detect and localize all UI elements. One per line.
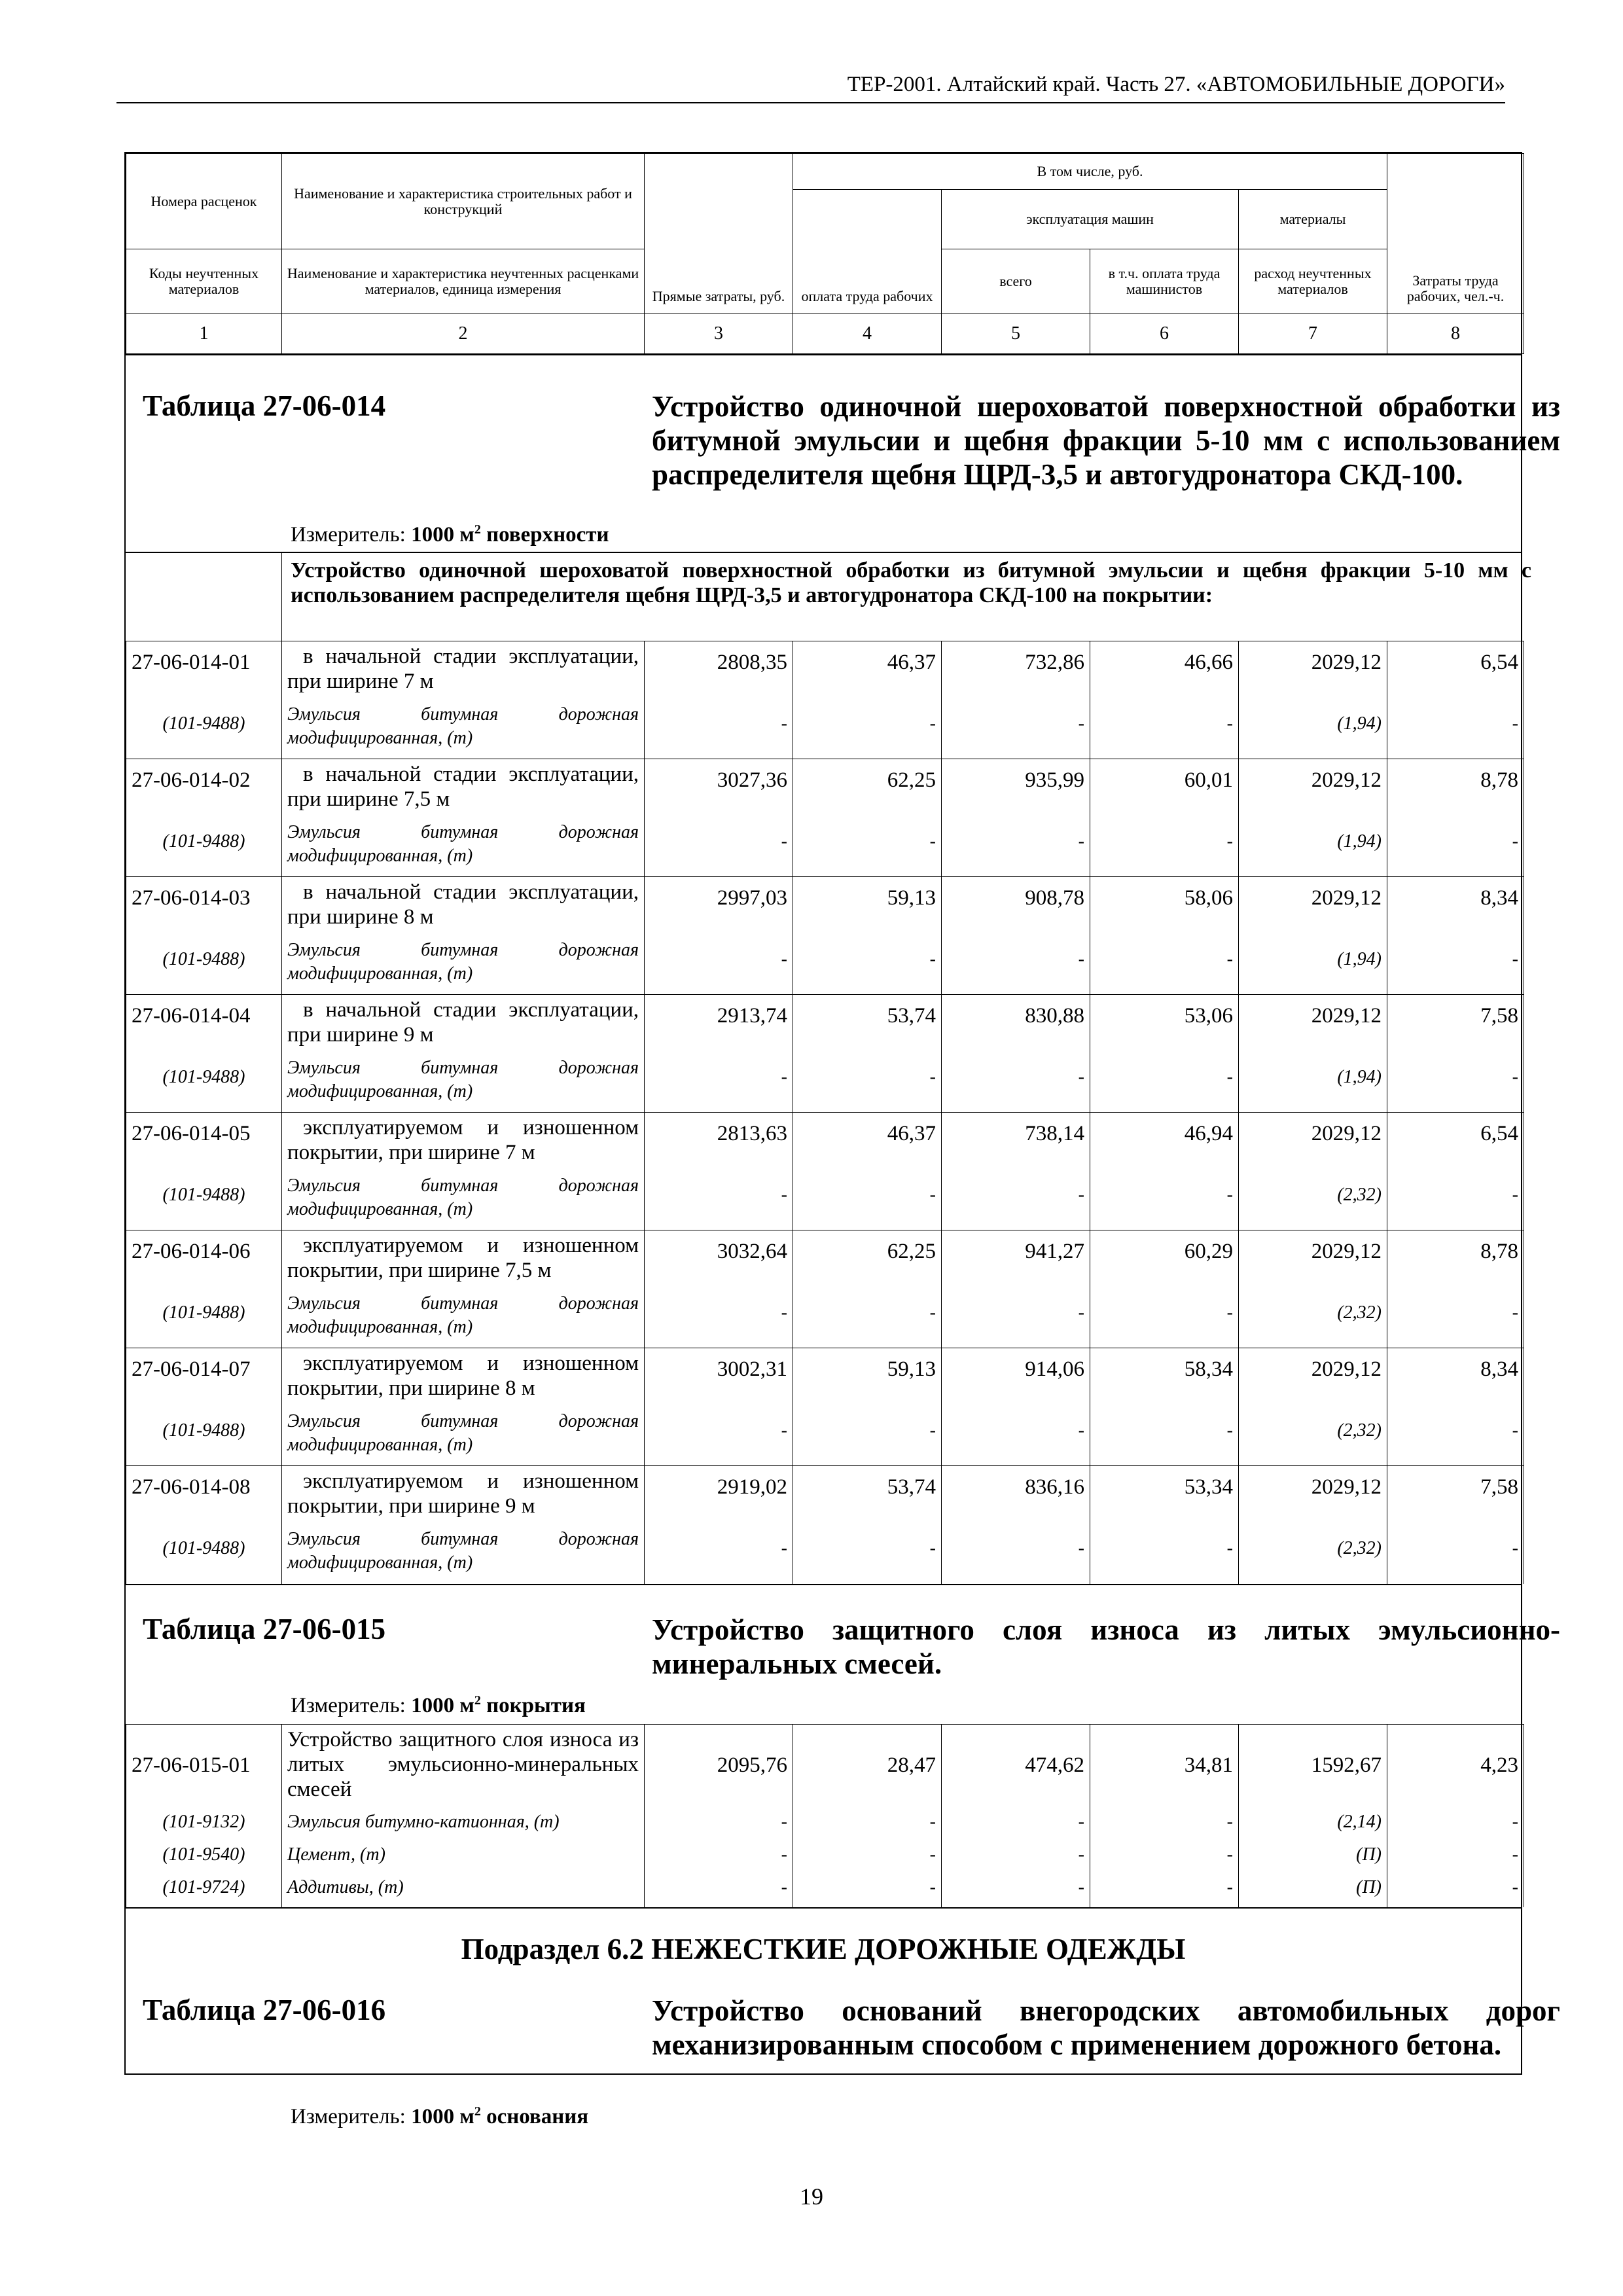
direct-costs: 3032,64 [645,1230,793,1289]
direct-costs: 2095,76 [645,1724,793,1809]
table-014-intro-text: Устройство одиночной шероховатой поверхностной обработки из битумной эмульсии и щебня фракции 5-10 мм с использованием распределителя щебня ЩРД-3,5 и автогудронатора СКД-100 на покрытии: [291,558,1531,607]
material-name: Эмульсия битумная дорожная модифицированная, (т) [282,1172,645,1230]
dash: - [645,1407,793,1466]
dash: - [942,1407,1090,1466]
table-015-meter: Измеритель: 1000 $м^2$ покрытия [291,1693,586,1717]
rate-code: 27-06-014-03 [126,877,282,936]
materials: 2029,12 [1239,1113,1387,1172]
dash: - [1090,1054,1239,1113]
machines-total: 935,99 [942,759,1090,818]
material-row [126,1407,1524,1466]
material-row [126,1054,1524,1113]
material-code: (101-9540) [126,1842,282,1874]
rate-code: 27-06-014-06 [126,1230,282,1289]
rate-code: 27-06-014-08 [126,1466,282,1525]
direct-costs: 2813,63 [645,1113,793,1172]
material-consumption: (П) [1239,1874,1387,1907]
dash: - [793,1289,942,1348]
table-014-intro [126,552,1531,641]
rate-name: в начальной стадии эксплуатации, при ширине 7,5 м [282,759,645,818]
material-code: (101-9724) [126,1874,282,1907]
table-row [126,759,1524,818]
hdr-codes-top: Номера расценок [126,154,282,249]
hdr-name-top: Наименование и характеристика строительных работ и конструкций [282,154,645,249]
dash: - [1387,1874,1524,1907]
rate-name: в начальной стадии эксплуатации, при ширине 8 м [282,877,645,936]
material-row [126,700,1524,759]
col-number: 1 [126,314,282,354]
hdr-materials-unaccounted: расход неучтенных материалов [1239,249,1387,314]
material-row [126,1842,1524,1874]
material-name: Цемент, (т) [282,1842,645,1874]
material-name: Эмульсия битумная дорожная модифицированная, (т) [282,936,645,995]
material-row [126,1809,1524,1842]
column-header [126,153,1524,354]
col-number: 3 [645,314,793,354]
dash: - [793,818,942,877]
dash: - [942,1874,1090,1907]
rate-name: эксплуатируемом и изношенном покрытии, при ширине 9 м [282,1466,645,1525]
hdr-name-bottom: Наименование и характеристика неучтенных расценками материалов, единица измерения [282,249,645,314]
labor-pay: 62,25 [793,759,942,818]
dash: - [1387,700,1524,759]
material-consumption: (П) [1239,1842,1387,1874]
labor-cost: 6,54 [1387,641,1524,700]
machines-total: 732,86 [942,641,1090,700]
material-row [126,1874,1524,1907]
material-consumption: (1,94) [1239,936,1387,995]
material-row [126,1525,1524,1584]
machines-labor: 34,81 [1090,1724,1239,1809]
machines-labor: 60,29 [1090,1230,1239,1289]
dash: - [1387,1525,1524,1584]
labor-pay: 28,47 [793,1724,942,1809]
labor-pay: 46,37 [793,641,942,700]
page-number: 19 [800,2183,823,2210]
dash: - [942,1172,1090,1230]
dash: - [793,1172,942,1230]
direct-costs: 2919,02 [645,1466,793,1525]
machines-labor: 46,66 [1090,641,1239,700]
material-consumption: (1,94) [1239,700,1387,759]
material-name: Аддитивы, (т) [282,1874,645,1907]
dash: - [793,1407,942,1466]
machines-total: 941,27 [942,1230,1090,1289]
dash: - [793,936,942,995]
dash: - [1387,818,1524,877]
dash: - [942,1289,1090,1348]
dash: - [645,1172,793,1230]
direct-costs: 2808,35 [645,641,793,700]
rate-code: 27-06-015-01 [126,1724,282,1809]
table-014-heading [126,354,1560,552]
materials: 2029,12 [1239,641,1387,700]
dash: - [942,1054,1090,1113]
dash: - [1387,1842,1524,1874]
material-code: (101-9488) [126,1525,282,1584]
material-name: Эмульсия битумная дорожная модифицированная, (т) [282,1054,645,1113]
direct-costs: 2997,03 [645,877,793,936]
dash: - [645,1842,793,1874]
dash: - [645,1809,793,1842]
labor-cost: 8,34 [1387,1348,1524,1407]
rate-name: в начальной стадии эксплуатации, при ширине 7 м [282,641,645,700]
dash: - [1090,1809,1239,1842]
rate-code: 27-06-014-01 [126,641,282,700]
dash: - [1090,818,1239,877]
labor-pay: 53,74 [793,995,942,1054]
table-row [126,1230,1524,1289]
dash: - [942,700,1090,759]
dash: - [793,1842,942,1874]
dash: - [645,1054,793,1113]
rate-code: 27-06-014-07 [126,1348,282,1407]
table-row [126,641,1524,700]
table-row [126,995,1524,1054]
materials: 2029,12 [1239,1466,1387,1525]
materials: 2029,12 [1239,1230,1387,1289]
rate-name: в начальной стадии эксплуатации, при ширине 9 м [282,995,645,1054]
col-number: 4 [793,314,942,354]
dash: - [1090,1289,1239,1348]
dash: - [942,1842,1090,1874]
dash: - [793,1054,942,1113]
table-row [126,1466,1524,1525]
machines-labor: 60,01 [1090,759,1239,818]
dash: - [1090,1525,1239,1584]
labor-pay: 53,74 [793,1466,942,1525]
machines-total: 830,88 [942,995,1090,1054]
dash: - [793,1809,942,1842]
dash: - [645,1874,793,1907]
dash: - [645,1289,793,1348]
hdr-machines-total: всего [942,249,1090,314]
materials: 1592,67 [1239,1724,1387,1809]
col-number: 8 [1387,314,1524,354]
table-016-meter: Измеритель: 1000 $м^2$ основания [291,2104,589,2128]
rate-code: 27-06-014-05 [126,1113,282,1172]
materials: 2029,12 [1239,877,1387,936]
col-number: 5 [942,314,1090,354]
rate-code: 27-06-014-02 [126,759,282,818]
machines-labor: 46,94 [1090,1113,1239,1172]
labor-cost: 4,23 [1387,1724,1524,1809]
hdr-machines-labor: в т.ч. оплата труда машинистов [1090,249,1239,314]
hdr-labor-cost: Затраты труда рабочих, чел.-ч. [1387,154,1524,314]
material-row [126,1172,1524,1230]
labor-pay: 59,13 [793,1348,942,1407]
labor-cost: 8,78 [1387,759,1524,818]
rate-code: 27-06-014-04 [126,995,282,1054]
dash: - [1090,1407,1239,1466]
dash: - [1090,1172,1239,1230]
hdr-labor-pay: оплата труда рабочих [793,190,942,314]
labor-cost: 6,54 [1387,1113,1524,1172]
table-015-description: Устройство защитного слоя износа из литых эмульсионно-минеральных смесей. [652,1613,1560,1680]
dash: - [1387,936,1524,995]
material-row [126,936,1524,995]
materials: 2029,12 [1239,759,1387,818]
labor-cost: 8,78 [1387,1230,1524,1289]
dash: - [1090,1842,1239,1874]
table-016-title: Таблица 27-06-016 [143,1994,386,2026]
running-head: ТЕР-2001. Алтайский край. Часть 27. «АВТОМОБИЛЬНЫЕ ДОРОГИ» [116,71,1505,103]
machines-labor: 58,34 [1090,1348,1239,1407]
table-014-title: Таблица 27-06-014 [143,389,386,422]
table-015-rows [126,1724,1524,1908]
material-name: Эмульсия битумная дорожная модифицированная, (т) [282,1525,645,1584]
material-consumption: (1,94) [1239,1054,1387,1113]
labor-cost: 7,58 [1387,1466,1524,1525]
dash: - [645,818,793,877]
dash: - [1387,1172,1524,1230]
hdr-materials: материалы [1239,190,1387,249]
material-code: (101-9488) [126,936,282,995]
machines-total: 914,06 [942,1348,1090,1407]
material-consumption: (2,14) [1239,1809,1387,1842]
material-consumption: (2,32) [1239,1525,1387,1584]
table-row [126,877,1524,936]
dash: - [1387,1407,1524,1466]
labor-cost: 8,34 [1387,877,1524,936]
rate-name: Устройство защитного слоя износа из литых эмульсионно-минеральных смесей [282,1724,645,1809]
table-015-title: Таблица 27-06-015 [143,1612,386,1645]
table-015-heading [126,1584,1560,1724]
machines-total: 738,14 [942,1113,1090,1172]
rate-name: эксплуатируемом и изношенном покрытии, при ширине 8 м [282,1348,645,1407]
direct-costs: 2913,74 [645,995,793,1054]
dash: - [1090,700,1239,759]
material-name: Эмульсия битумная дорожная модифицированная, (т) [282,818,645,877]
machines-total: 474,62 [942,1724,1090,1809]
material-code: (101-9488) [126,818,282,877]
dash: - [645,700,793,759]
dash: - [942,936,1090,995]
material-name: Эмульсия битумно-катионная, (т) [282,1809,645,1842]
dash: - [645,936,793,995]
material-code: (101-9488) [126,700,282,759]
material-consumption: (2,32) [1239,1407,1387,1466]
machines-labor: 58,06 [1090,877,1239,936]
machines-labor: 53,34 [1090,1466,1239,1525]
hdr-codes-bottom: Коды неучтенных материалов [126,249,282,314]
col-number: 7 [1239,314,1387,354]
hdr-machines: эксплуатация машин [942,190,1239,249]
price-table-page [124,152,1560,2128]
material-name: Эмульсия битумная дорожная модифицированная, (т) [282,1407,645,1466]
material-name: Эмульсия битумная дорожная модифицированная, (т) [282,700,645,759]
table-016-description: Устройство оснований внегородских автомобильных дорог механизированным способом с применением дорожного бетона. [652,1994,1560,2061]
material-code: (101-9488) [126,1289,282,1348]
materials: 2029,12 [1239,995,1387,1054]
material-consumption: (2,32) [1239,1172,1387,1230]
labor-pay: 46,37 [793,1113,942,1172]
machines-total: 836,16 [942,1466,1090,1525]
material-consumption: (2,32) [1239,1289,1387,1348]
direct-costs: 3002,31 [645,1348,793,1407]
material-row [126,818,1524,877]
table-014-description: Устройство одиночной шероховатой поверхностной обработки из битумной эмульсии и щебня фракции 5-10 мм с использованием распределителя щебня ЩРД-3,5 и автогудронатора СКД-100. [652,390,1560,491]
rate-name: эксплуатируемом и изношенном покрытии, при ширине 7 м [282,1113,645,1172]
material-row [126,1289,1524,1348]
material-name: Эмульсия битумная дорожная модифицированная, (т) [282,1289,645,1348]
dash: - [793,700,942,759]
material-code: (101-9488) [126,1172,282,1230]
table-row [126,1113,1524,1172]
labor-cost: 7,58 [1387,995,1524,1054]
dash: - [942,818,1090,877]
rate-name: эксплуатируемом и изношенном покрытии, при ширине 7,5 м [282,1230,645,1289]
labor-pay: 62,25 [793,1230,942,1289]
table-014-meter: Измеритель: 1000 $м^2$ поверхности [291,522,609,547]
dash: - [1387,1809,1524,1842]
material-code: (101-9132) [126,1809,282,1842]
table-row [126,1724,1524,1809]
dash: - [942,1809,1090,1842]
col-number: 2 [282,314,645,354]
labor-pay: 59,13 [793,877,942,936]
hdr-incl: В том числе, руб. [793,154,1387,190]
dash: - [1090,1874,1239,1907]
subsection-block [126,1907,1560,2134]
subsection-title: Подраздел 6.2 НЕЖЕСТКИЕ ДОРОЖНЫЕ ОДЕЖДЫ [461,1933,1186,1965]
dash: - [942,1525,1090,1584]
col-number: 6 [1090,314,1239,354]
dash: - [1090,936,1239,995]
machines-total: 908,78 [942,877,1090,936]
dash: - [793,1525,942,1584]
table-row [126,1348,1524,1407]
dash: - [645,1525,793,1584]
material-code: (101-9488) [126,1054,282,1113]
machines-labor: 53,06 [1090,995,1239,1054]
material-code: (101-9488) [126,1407,282,1466]
direct-costs: 3027,36 [645,759,793,818]
table-014-rows [126,641,1524,1584]
dash: - [1387,1289,1524,1348]
material-consumption: (1,94) [1239,818,1387,877]
hdr-direct-costs: Прямые затраты, руб. [645,154,793,314]
dash: - [793,1874,942,1907]
dash: - [1387,1054,1524,1113]
materials: 2029,12 [1239,1348,1387,1407]
